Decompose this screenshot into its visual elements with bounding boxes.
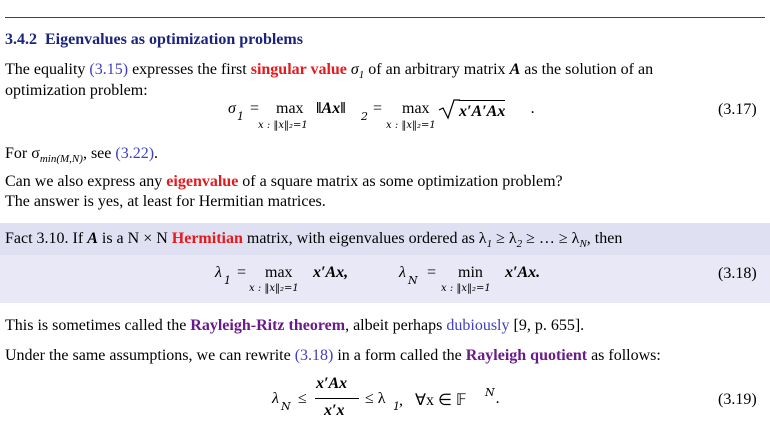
term-eigenvalue[interactable]: eigenvalue: [166, 173, 239, 190]
equation-3-17: σ 1 = max x : ‖x‖₂=1 ‖Ax‖ 2 = max x : ‖x‖₂=1 x′A′Ax .: [228, 100, 535, 131]
section-title: Eigenvalues as optimization problems: [45, 31, 303, 48]
ref-3-22[interactable]: (3.22): [115, 145, 155, 162]
paragraph-eigenvalue-answer: The answer is yes, at least for Hermitian matrices.: [5, 193, 326, 210]
eq-number-3-19: (3.19): [718, 391, 757, 408]
term-rayleigh-ritz[interactable]: Rayleigh-Ritz theorem: [190, 317, 346, 334]
paragraph-singular-value-line2: optimization problem:: [5, 82, 148, 99]
ref-3-15[interactable]: (3.15): [89, 61, 129, 78]
fact-label: Fact 3.10.: [5, 230, 69, 247]
term-singular-value[interactable]: singular value: [250, 61, 347, 78]
section-number: 3.4.2: [5, 31, 37, 48]
paragraph-sigma-min: For $\sigma_{min(M,N)}$, see (3.22).: [5, 145, 159, 166]
equation-3-18: λ 1 = max x : ‖x‖₂=1 x′Ax, λ N = min x : ‖x‖₂=1 x′Ax.: [215, 264, 541, 294]
term-rayleigh-quotient[interactable]: Rayleigh quotient: [465, 347, 588, 364]
paragraph-eigenvalue-question: Can we also express any eigenvalue of a square matrix as some optimization problem?: [5, 173, 563, 190]
eq-number-3-18: (3.18): [718, 265, 757, 282]
paragraph-rayleigh-ritz: This is sometimes called the Rayleigh-Ritz theorem, albeit perhaps dubiously [9, p. 655].: [5, 317, 585, 334]
ref-3-18[interactable]: (3.18): [294, 347, 334, 364]
section-heading: [5, 31, 303, 49]
fraction-bar: [315, 398, 359, 399]
paragraph-rayleigh-quotient: Under the same assumptions, we can rewrite (3.18) in a form called the Rayleigh quotient as follows:: [5, 347, 661, 364]
equation-3-19: λ N ≤ x′Ax x′x ≤ λ 1 , ∀x ∈ 𝔽 N .: [272, 375, 500, 419]
paragraph-singular-value: The equality (3.15) expresses the first singular value $\sigma_1$ of an arbitrary matrix A as the solution of an: [5, 61, 654, 82]
link-dubiously[interactable]: dubiously: [446, 317, 510, 334]
sqrt-symbol: [438, 98, 460, 120]
fact-3-10-statement: Fact 3.10. If A is a N × N Hermitian matrix, with eigenvalues ordered as $\lambda_1 \ge \lambda_2$ ≥ … ≥ $\lambda_N$, then: [5, 230, 623, 251]
term-hermitian[interactable]: Hermitian: [171, 230, 243, 247]
eq-number-3-17: (3.17): [718, 101, 757, 118]
top-rule: [5, 17, 765, 18]
